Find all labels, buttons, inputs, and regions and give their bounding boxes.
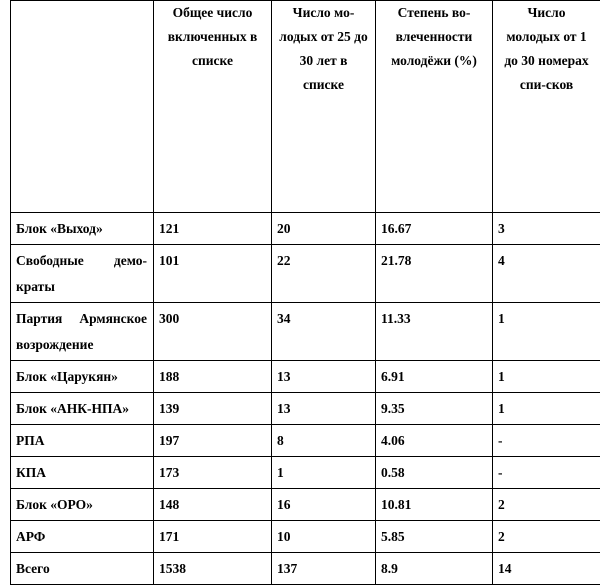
young-count: 22 bbox=[272, 245, 376, 303]
top30-count: 2 bbox=[493, 489, 600, 521]
total-count: 121 bbox=[154, 213, 272, 245]
party-name: Блок «АНК-НПА» bbox=[11, 393, 154, 425]
table-row bbox=[11, 521, 600, 553]
party-name: Всего bbox=[11, 553, 154, 585]
total-count: 197 bbox=[154, 425, 272, 457]
party-name: Блок «Царукян» bbox=[11, 361, 154, 393]
party-name: АРФ bbox=[11, 521, 154, 553]
young-count: 1 bbox=[272, 457, 376, 489]
table-row bbox=[11, 361, 600, 393]
table-row bbox=[11, 213, 600, 245]
involvement-degree: 6.91 bbox=[376, 361, 493, 393]
header-row bbox=[11, 1, 600, 213]
header-degree: Степень во-влеченности молодёжи (%) bbox=[376, 1, 493, 213]
total-count: 300 bbox=[154, 303, 272, 361]
top30-count: 1 bbox=[493, 303, 600, 361]
table-row bbox=[11, 303, 600, 361]
party-name: Свободные демо-краты bbox=[11, 245, 154, 303]
involvement-degree: 5.85 bbox=[376, 521, 493, 553]
table-row bbox=[11, 245, 600, 303]
involvement-degree: 4.06 bbox=[376, 425, 493, 457]
top30-count: - bbox=[493, 425, 600, 457]
total-count: 171 bbox=[154, 521, 272, 553]
young-count: 34 bbox=[272, 303, 376, 361]
top30-count: 14 bbox=[493, 553, 600, 585]
header-top30: Число молодых от 1 до 30 номерах спи-сков bbox=[493, 1, 600, 213]
party-name: РПА bbox=[11, 425, 154, 457]
party-name: Блок «Выход» bbox=[11, 213, 154, 245]
total-count: 1538 bbox=[154, 553, 272, 585]
total-count: 173 bbox=[154, 457, 272, 489]
involvement-degree: 0.58 bbox=[376, 457, 493, 489]
party-name: Блок «ОРО» bbox=[11, 489, 154, 521]
header-young: Число мо-лодых от 25 до 30 лет в списке bbox=[272, 1, 376, 213]
total-count: 139 bbox=[154, 393, 272, 425]
header-total: Общее число включенных в списке bbox=[154, 1, 272, 213]
table-row bbox=[11, 393, 600, 425]
involvement-degree: 9.35 bbox=[376, 393, 493, 425]
involvement-degree: 10.81 bbox=[376, 489, 493, 521]
young-count: 13 bbox=[272, 393, 376, 425]
party-name: Партия Армянское возрождение bbox=[11, 303, 154, 361]
young-count: 13 bbox=[272, 361, 376, 393]
involvement-degree: 21.78 bbox=[376, 245, 493, 303]
involvement-degree: 11.33 bbox=[376, 303, 493, 361]
header-party bbox=[11, 1, 154, 213]
top30-count: - bbox=[493, 457, 600, 489]
table-row bbox=[11, 489, 600, 521]
total-count: 101 bbox=[154, 245, 272, 303]
table-row-total bbox=[11, 553, 600, 585]
top30-count: 2 bbox=[493, 521, 600, 553]
young-count: 10 bbox=[272, 521, 376, 553]
youth-statistics-table bbox=[10, 0, 600, 585]
young-count: 137 bbox=[272, 553, 376, 585]
young-count: 16 bbox=[272, 489, 376, 521]
top30-count: 1 bbox=[493, 361, 600, 393]
young-count: 20 bbox=[272, 213, 376, 245]
involvement-degree: 16.67 bbox=[376, 213, 493, 245]
total-count: 148 bbox=[154, 489, 272, 521]
top30-count: 3 bbox=[493, 213, 600, 245]
total-count: 188 bbox=[154, 361, 272, 393]
involvement-degree: 8.9 bbox=[376, 553, 493, 585]
party-name: КПА bbox=[11, 457, 154, 489]
table-row bbox=[11, 425, 600, 457]
top30-count: 4 bbox=[493, 245, 600, 303]
young-count: 8 bbox=[272, 425, 376, 457]
top30-count: 1 bbox=[493, 393, 600, 425]
table-row bbox=[11, 457, 600, 489]
